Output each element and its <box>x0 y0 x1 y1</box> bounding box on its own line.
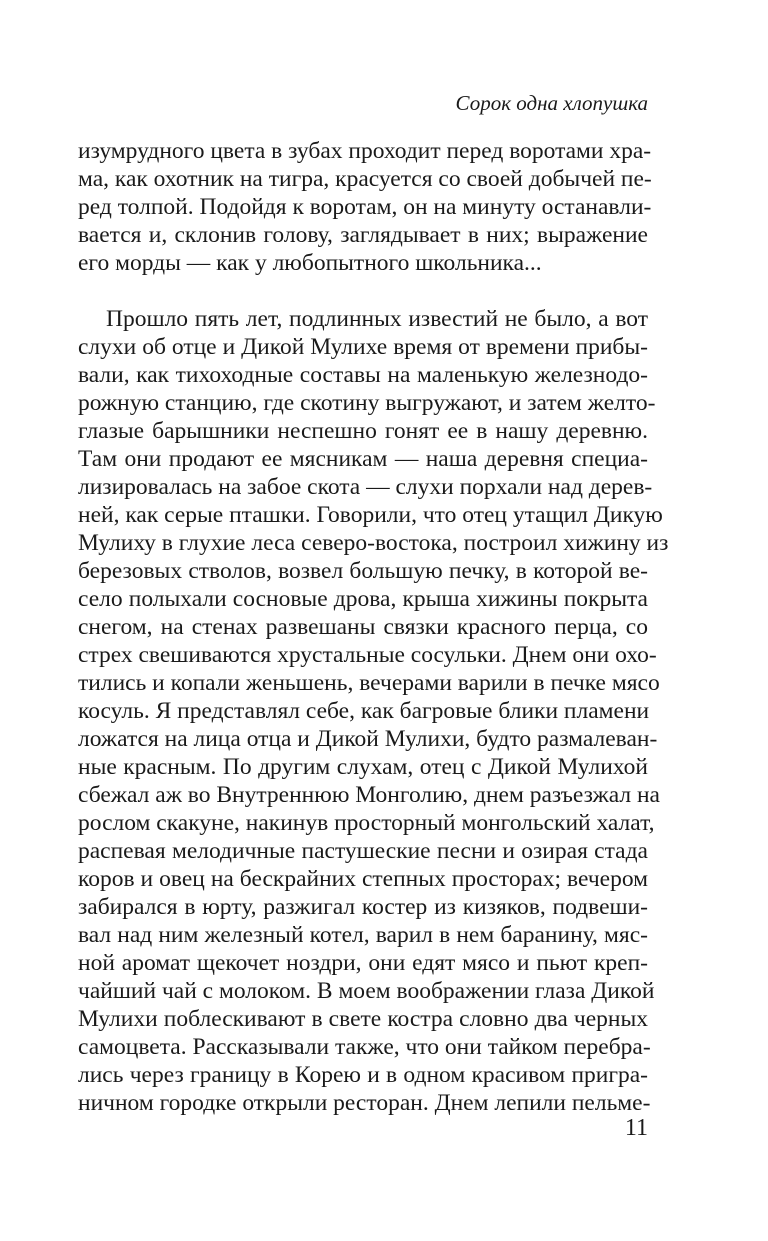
running-head: Сорок одна хлопушка <box>455 91 648 115</box>
text-line: сбежал аж во Внутреннюю Монголию, днем разъезжал на <box>78 782 660 808</box>
text-line: лись через границу в Корею и в одном красивом пригра- <box>78 1062 648 1088</box>
text-line: Там они продают ее мясникам — наша деревня специа- <box>78 446 648 472</box>
text-line: слухи об отце и Дикой Мулихе время от времени прибы- <box>78 334 648 360</box>
text-line: ной аромат щекочет ноздри, они едят мясо и пьют креп- <box>78 950 648 976</box>
text-line: распевая мелодичные пастушеские песни и озирая стада <box>78 838 648 864</box>
text-line: тились и копали женьшень, вечерами варили в печке мясо <box>78 670 660 696</box>
text-line: березовых стволов, возвел большую печку, в которой ве- <box>78 558 648 584</box>
text-line: косуль. Я представлял себе, как багровые блики пламени <box>78 698 650 724</box>
text-line: ред толпой. Подойдя к воротам, он на минуту останавли- <box>78 194 652 220</box>
text-line: самоцвета. Рассказывали также, что они тайком перебра- <box>78 1034 651 1060</box>
text-line: забирался в юрту, разжигал костер из кизяков, подвеши- <box>78 894 648 920</box>
text-line: лизировалась на забое скота — слухи порхали над дерев- <box>78 474 653 500</box>
text-line: Мулиху в глухие леса северо-востока, построил хижину из <box>78 530 669 556</box>
text-line: вали, как тихоходные составы на маленькую железнодо- <box>78 362 648 388</box>
text-line: село полыхали сосновые дрова, крыша хижины покрыта <box>78 586 648 612</box>
text-line: стрех свешиваются хрустальные сосульки. Днем они охо- <box>78 642 657 668</box>
text-line: рожную станцию, где скотину выгружают, и затем желто- <box>78 390 656 416</box>
text-line: ложатся на лица отца и Дикой Мулихи, будто размалеван- <box>78 726 658 752</box>
text-line: рослом скакуне, накинув просторный монгольский халат, <box>78 810 655 836</box>
text-line: ма, как охотник на тигра, красуется со своей добычей пе- <box>78 166 652 192</box>
text-line: изумрудного цвета в зубах проходит перед воротами хра- <box>78 138 652 164</box>
text-line: снегом, на стенах развешаны связки красного перца, со <box>78 614 648 640</box>
text-line: вается и, склонив голову, заглядывает в них; выражение <box>78 222 648 248</box>
text-line: его морды — как у любопытного школьника... <box>78 250 542 276</box>
text-line: коров и овец на бескрайних степных просторах; вечером <box>78 866 648 892</box>
page-number: 11 <box>624 1115 648 1141</box>
text-line: ней, как серые пташки. Говорили, что отец утащил Дикую <box>78 502 663 528</box>
text-line: Мулихи поблескивают в свете костра словно два черных <box>78 1006 648 1032</box>
text-line: Прошло пять лет, подлинных известий не было, а вот <box>106 306 648 332</box>
text-line: ничном городке открыли ресторан. Днем лепили пельме- <box>78 1090 651 1116</box>
text-line: глазые барышники неспешно гонят ее в нашу деревню. <box>78 418 648 444</box>
text-line: чайший чай с молоком. В моем воображении глаза Дикой <box>78 978 655 1004</box>
text-line: вал над ним железный котел, варил в нем баранину, мяс- <box>78 922 648 948</box>
text-line: ные красным. По другим слухам, отец с Дикой Мулихой <box>78 754 648 780</box>
